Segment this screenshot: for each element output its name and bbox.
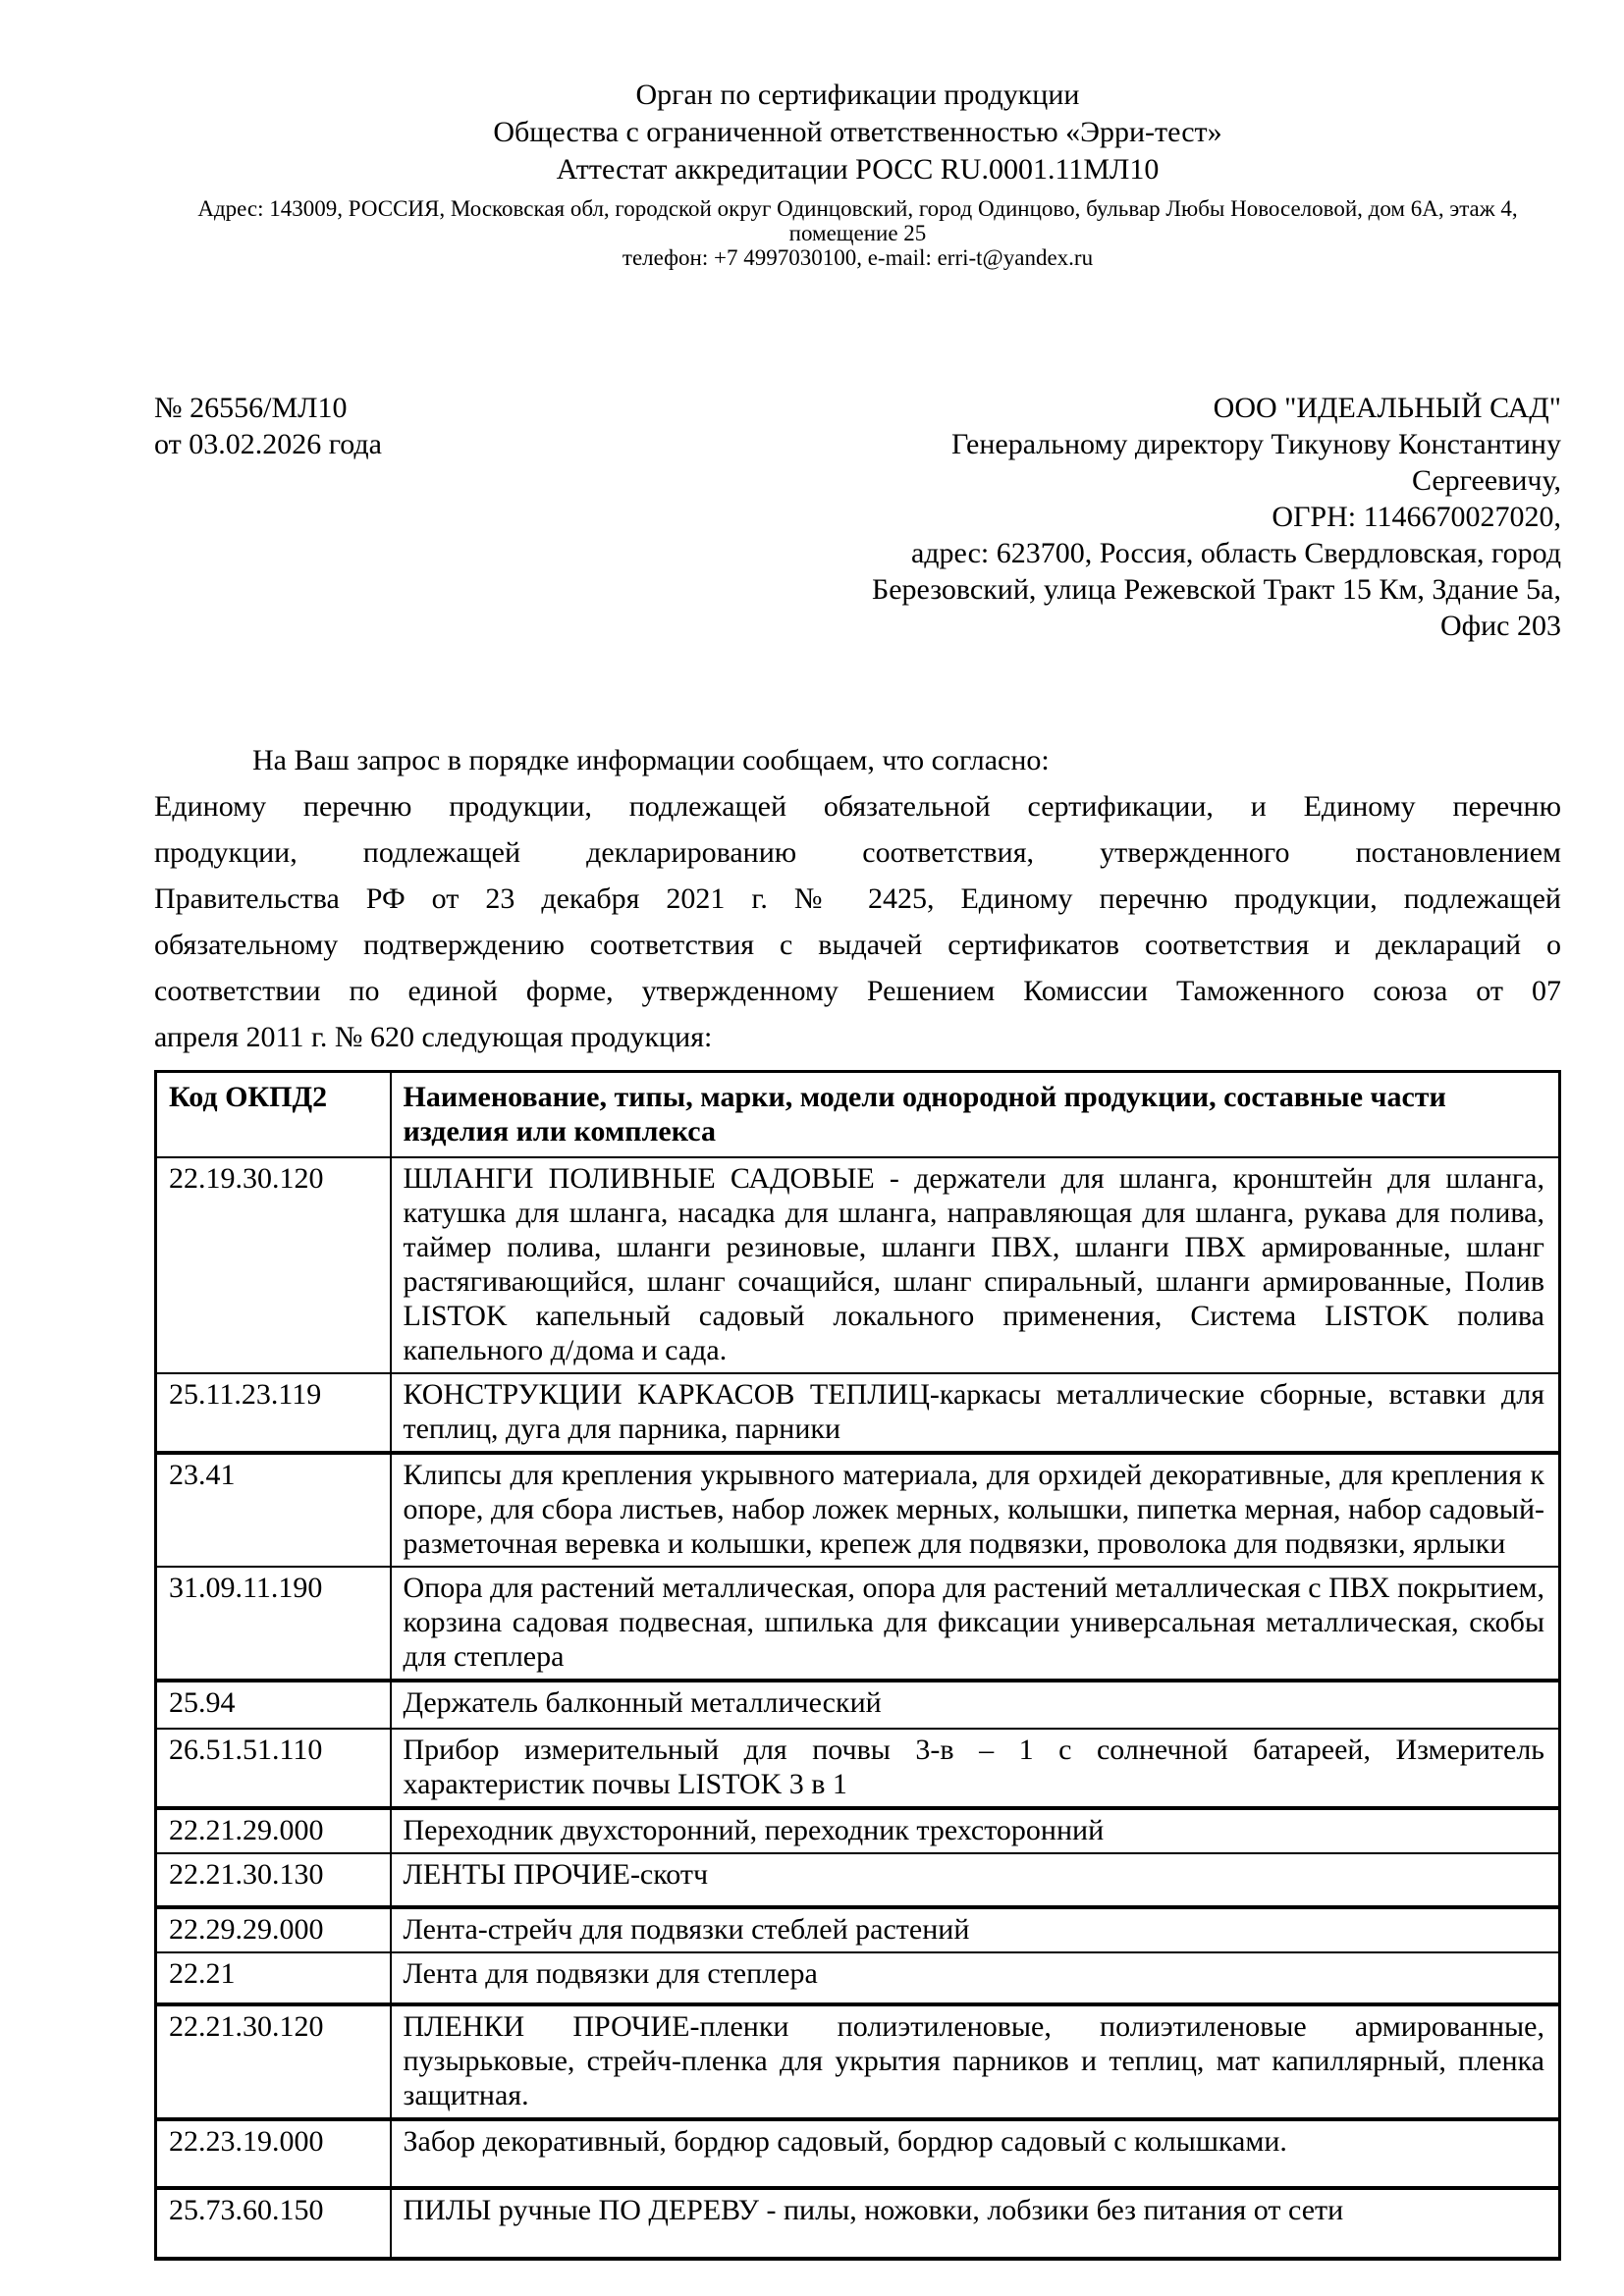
table-row (156, 1157, 1560, 1373)
org-address-line2: помещение 25 (788, 221, 927, 245)
product-description-cell: Клипсы для крепления укрывного материала, для орхидей декоративные, для крепления к опоре, для сбора листьев, набор ложек мерных, колышки, пипетка мерная, набор садовый-разметочная веревка и колышки, крепеж для подвязки, проволока для подвязки, ярлыки (391, 1453, 1560, 1567)
letter-number: № 26556/МЛ10 (154, 392, 348, 424)
body-line-last: апреля 2011 г. № 620 следующая продукция: (154, 1021, 713, 1053)
recipient-address-line3: Офис 203 (1440, 610, 1561, 642)
product-table-body (156, 1157, 1560, 2259)
accreditation-line: Аттестат аккредитации РОСС RU.0001.11МЛ10 (556, 153, 1160, 186)
recipient-ogrn: ОГРН: 1146670027020, (1272, 501, 1561, 533)
product-description-cell: Опора для растений металлическая, опора для растений металлическая с ПВХ покрытием, корзина садовая подвесная, шпилька для фиксации универсальная металлическая, скобы для степлера (391, 1567, 1560, 1681)
column-header-description: Наименование, типы, марки, модели однородной продукции, составные части изделия или комплекса (391, 1072, 1560, 1158)
recipient-address-line2: Березовский, улица Режевской Тракт 15 Км, Здание 5а, (871, 573, 1561, 606)
reference-recipient-row (154, 390, 1561, 644)
body-line: Правительства РФ от 23 декабря 2021 г. № 2425, Единому перечню продукции, подлежащей (154, 882, 1561, 915)
table-header-row (156, 1072, 1560, 1158)
okpd2-code-cell: 23.41 (156, 1453, 391, 1567)
table-row (156, 1952, 1560, 2004)
product-description-cell: Держатель балконный металлический (391, 1681, 1560, 1729)
table-row (156, 1853, 1560, 1907)
body-line: продукции, подлежащей декларированию соответствия, утвержденного постановлением (154, 836, 1561, 869)
recipient-company: ООО "ИДЕАЛЬНЫЙ САД" (1213, 392, 1561, 424)
org-name-line2: Общества с ограниченной ответственностью «Эрри-тест» (493, 116, 1222, 148)
body-line: соответствии по единой форме, утвержденному Решением Комиссии Таможенного союза от 07 (154, 975, 1561, 1007)
recipient-block (576, 390, 1561, 644)
okpd2-code-cell: 25.73.60.150 (156, 2188, 391, 2259)
table-row (156, 2004, 1560, 2119)
okpd2-code-cell: 22.21 (156, 1952, 391, 2004)
product-description-cell: Переходник двухсторонний, переходник трехсторонний (391, 1808, 1560, 1853)
okpd2-code-cell: 31.09.11.190 (156, 1567, 391, 1681)
product-description-cell: ЛЕНТЫ ПРОЧИЕ-скотч (391, 1853, 1560, 1907)
body-intro: На Ваш запрос в порядке информации сообщаем, что согласно: (252, 744, 1050, 776)
product-description-cell: Прибор измерительный для почвы 3-в – 1 с солнечной батареей, Измеритель характеристик почвы LISTOK 3 в 1 (391, 1729, 1560, 1808)
body-paragraph (154, 783, 1561, 1060)
okpd2-code-cell: 25.94 (156, 1681, 391, 1729)
product-table-head (156, 1072, 1560, 1158)
product-description-cell: КОНСТРУКЦИИ КАРКАСОВ ТЕПЛИЦ-каркасы металлические сборные, вставки для теплиц, дуга для парника, парники (391, 1373, 1560, 1453)
okpd2-code-cell: 22.21.30.130 (156, 1853, 391, 1907)
table-row (156, 1681, 1560, 1729)
table-row (156, 1453, 1560, 1567)
recipient-director-line2: Сергеевичу, (1411, 464, 1561, 497)
product-table (154, 1070, 1561, 2261)
okpd2-code-cell: 26.51.51.110 (156, 1729, 391, 1808)
recipient-director-line: Генеральному директору Тикунову Константину (950, 428, 1561, 460)
product-description-cell: Лента-стрейч для подвязки стеблей растений (391, 1907, 1560, 1952)
okpd2-code-cell: 25.11.23.119 (156, 1373, 391, 1453)
letterhead (154, 77, 1561, 270)
org-name-line1: Орган по сертификации продукции (635, 79, 1080, 111)
column-header-okpd2: Код ОКПД2 (156, 1072, 391, 1158)
table-row (156, 1567, 1560, 1681)
table-row (156, 1729, 1560, 1808)
body-line: обязательному подтверждению соответствия с выдачей сертификатов соответствия и деклараций о (154, 929, 1561, 961)
product-description-cell: Лента для подвязки для степлера (391, 1952, 1560, 2004)
letter-date: от 03.02.2026 года (154, 428, 382, 460)
okpd2-code-cell: 22.29.29.000 (156, 1907, 391, 1952)
table-row (156, 1808, 1560, 1853)
recipient-address-line1: адрес: 623700, Россия, область Свердловская, город (910, 537, 1561, 569)
table-row (156, 1373, 1560, 1453)
product-description-cell: ПИЛЫ ручные ПО ДЕРЕВУ - пилы, ножовки, лобзики без питания от сети (391, 2188, 1560, 2259)
okpd2-code-cell: 22.19.30.120 (156, 1157, 391, 1373)
body-line: Единому перечню продукции, подлежащей обязательной сертификации, и Единому перечню (154, 790, 1561, 823)
org-contact-line: телефон: +7 4997030100, e-mail: erri-t@yandex.ru (622, 245, 1094, 270)
table-row (156, 1907, 1560, 1952)
reference-block (154, 390, 576, 644)
okpd2-code-cell: 22.21.30.120 (156, 2004, 391, 2119)
product-description-cell: ПЛЕНКИ ПРОЧИЕ-пленки полиэтиленовые, полиэтиленовые армированные, пузырьковые, стрейч-пленка для укрытия парников и теплиц, мат капиллярный, пленка защитная. (391, 2004, 1560, 2119)
table-row (156, 2188, 1560, 2259)
table-row (156, 2119, 1560, 2188)
okpd2-code-cell: 22.21.29.000 (156, 1808, 391, 1853)
product-description-cell: Забор декоративный, бордюр садовый, бордюр садовый с колышками. (391, 2119, 1560, 2188)
org-address-line1: Адрес: 143009, РОССИЯ, Московская обл, городской округ Одинцовский, город Одинцово, бульвар Любы Новоселовой, дом 6А, этаж 4, (197, 196, 1518, 221)
okpd2-code-cell: 22.23.19.000 (156, 2119, 391, 2188)
product-description-cell: ШЛАНГИ ПОЛИВНЫЕ САДОВЫЕ - держатели для шланга, кронштейн для шланга, катушка для шланга, насадка для шланга, направляющая для шланга, рукава для полива, таймер полива, шланги резиновые, шланги ПВХ, шланги ПВХ армированные, шланг растягивающийся, шланг сочащийся, шланг спиральный, шланги армированные, Полив LISTOK капельный садовый локального применения, Система LISTOK полива капельного д/дома и сада. (391, 1157, 1560, 1373)
